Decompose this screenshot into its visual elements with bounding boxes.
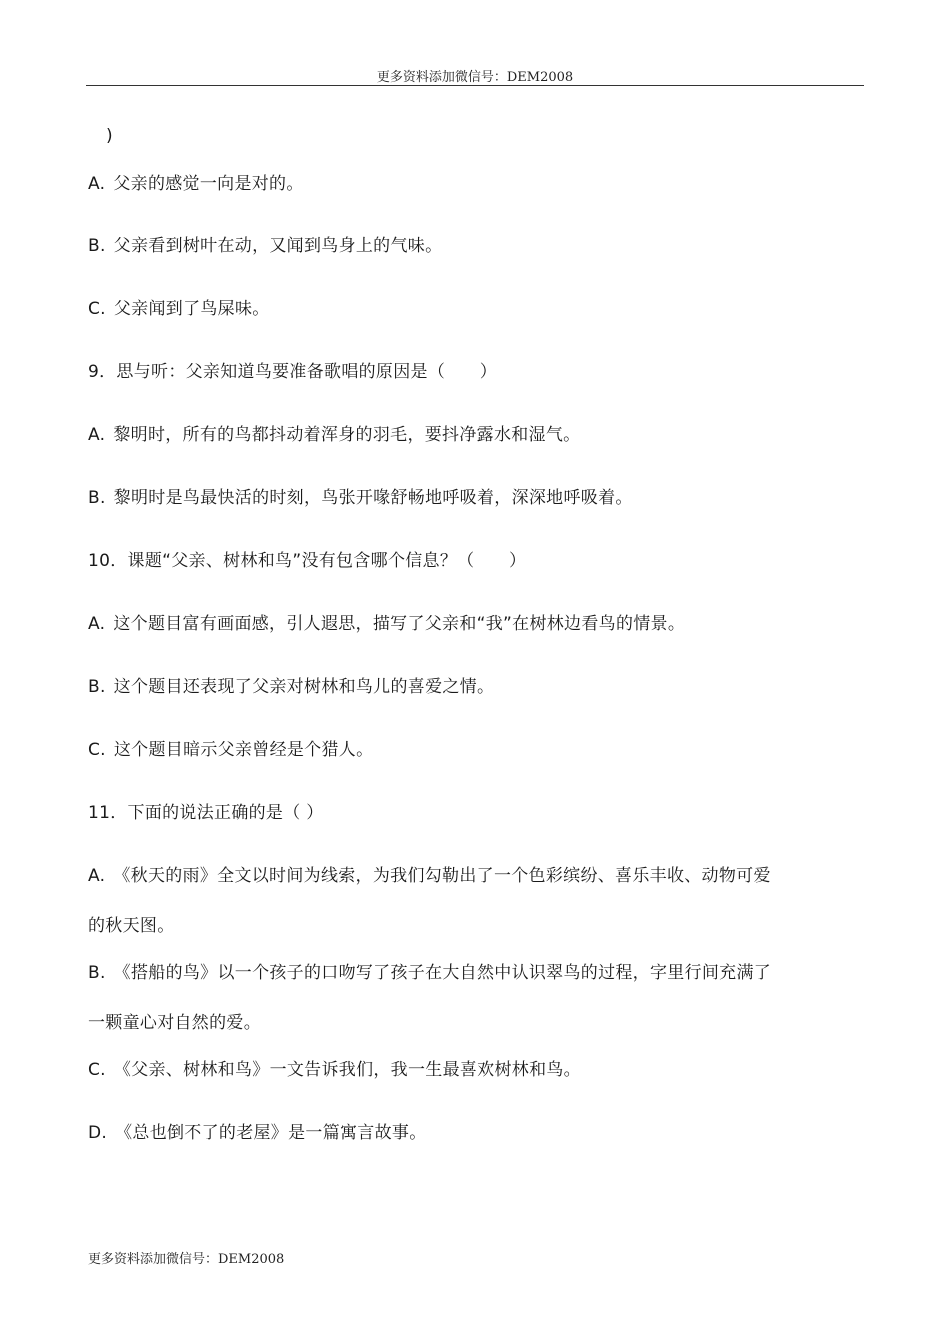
option-text: 父亲闻到了鸟屎味。 xyxy=(113,299,270,319)
question-10-stem: 10．课题“父亲、树林和鸟”没有包含哪个信息？（ ） xyxy=(88,551,527,571)
option-text: 《总也倒不了的老屋》是一篇寓言故事。 xyxy=(115,1123,427,1143)
option-marker: D. xyxy=(88,1123,108,1143)
question-10-option-a xyxy=(88,613,685,635)
question-11-stem: 11．下面的说法正确的是（ ） xyxy=(88,803,324,823)
option-marker: B. xyxy=(88,963,106,983)
option-marker: B. xyxy=(88,677,106,697)
option-marker: A. xyxy=(88,425,106,445)
question-8-stem-end: ) xyxy=(106,126,113,146)
question-8-option-c xyxy=(88,298,270,320)
question-10-option-c xyxy=(88,739,373,761)
option-marker: C. xyxy=(88,1060,106,1080)
question-9-option-a xyxy=(88,424,580,446)
question-11-option-a xyxy=(88,865,771,887)
option-marker: C. xyxy=(88,740,106,760)
option-text: 《父亲、树林和鸟》一文告诉我们，我一生最喜欢树林和鸟。 xyxy=(113,1060,581,1080)
option-text: 这个题目还表现了父亲对树林和鸟儿的喜爱之情。 xyxy=(113,677,495,697)
option-marker: B. xyxy=(88,236,106,256)
option-marker: C. xyxy=(88,299,106,319)
option-marker: B. xyxy=(88,488,106,508)
option-text: 这个题目富有画面感，引人遐思，描写了父亲和“我”在树林边看鸟的情景。 xyxy=(113,614,686,634)
question-8-option-a xyxy=(88,173,304,195)
option-text: 父亲的感觉一向是对的。 xyxy=(113,174,304,194)
question-11-option-b xyxy=(88,962,771,984)
question-9-stem: 9．思与听：父亲知道鸟要准备歌唱的原因是（ ） xyxy=(88,362,498,382)
option-text: 这个题目暗示父亲曾经是个猎人。 xyxy=(113,740,374,760)
option-marker: A. xyxy=(88,614,106,634)
page-header: 更多资料添加微信号：DEM2008 xyxy=(376,70,574,85)
question-11-option-d xyxy=(88,1122,427,1144)
question-10-option-b xyxy=(88,676,494,698)
option-text: 《搭船的鸟》以一个孩子的口吻写了孩子在大自然中认识翠鸟的过程，字里行间充满了 xyxy=(113,963,772,983)
question-11-option-a-continued: 的秋天图。 xyxy=(88,916,175,936)
question-11-option-c xyxy=(88,1059,581,1081)
question-9-option-b xyxy=(88,487,633,509)
option-text: 《秋天的雨》全文以时间为线索，为我们勾勒出了一个色彩缤纷、喜乐丰收、动物可爱 xyxy=(113,866,771,886)
option-text: 黎明时，所有的鸟都抖动着浑身的羽毛，要抖净露水和湿气。 xyxy=(113,425,581,445)
option-text: 黎明时是鸟最快活的时刻，鸟张开喙舒畅地呼吸着，深深地呼吸着。 xyxy=(113,488,633,508)
page-footer: 更多资料添加微信号：DEM2008 xyxy=(88,1252,285,1267)
header-divider xyxy=(86,85,864,86)
option-marker: A. xyxy=(88,174,106,194)
question-8-option-b xyxy=(88,235,442,257)
option-marker: A. xyxy=(88,866,106,886)
question-11-option-b-continued: 一颗童心对自然的爱。 xyxy=(88,1013,261,1033)
option-text: 父亲看到树叶在动，又闻到鸟身上的气味。 xyxy=(113,236,443,256)
